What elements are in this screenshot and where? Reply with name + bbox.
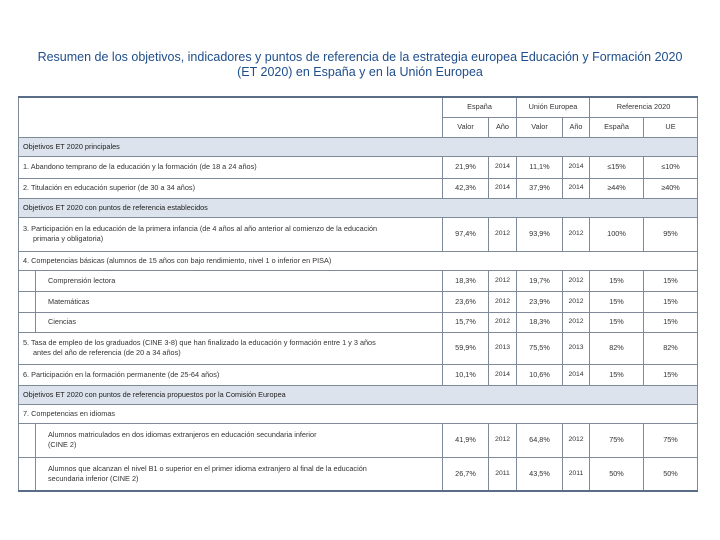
ue-year: 2014 [563, 156, 590, 178]
ref-ue: 95% [644, 217, 698, 251]
ref-es: 15% [590, 291, 644, 312]
ue-value: 93,9% [517, 217, 563, 251]
group-row [19, 251, 698, 270]
ref-es: 82% [590, 332, 644, 364]
ref-ue: 15% [644, 312, 698, 332]
indicator-label [36, 457, 443, 491]
table-row [19, 332, 698, 364]
ref-es: 75% [590, 423, 644, 457]
es-value: 26,7% [443, 457, 489, 491]
header-es-valor: Valor [443, 117, 489, 137]
indicator-label [36, 423, 443, 457]
header-ue-anio: Año [563, 117, 590, 137]
es-value: 97,4% [443, 217, 489, 251]
es-value: 21,9% [443, 156, 489, 178]
es-value: 41,9% [443, 423, 489, 457]
header-espana: España [443, 97, 517, 117]
ue-year: 2013 [563, 332, 590, 364]
ref-es: 100% [590, 217, 644, 251]
ue-year: 2012 [563, 270, 590, 291]
ref-es: 15% [590, 312, 644, 332]
indicator-label [19, 332, 443, 364]
ue-year: 2012 [563, 291, 590, 312]
ref-ue: 15% [644, 364, 698, 385]
ref-es: ≥44% [590, 178, 644, 198]
indent-cell [19, 457, 36, 491]
es-value: 59,9% [443, 332, 489, 364]
indicator-label-line-2: secundaria inferior (CINE 2) [48, 473, 139, 483]
ue-year: 2014 [563, 178, 590, 198]
ref-es: 15% [590, 364, 644, 385]
table-row [19, 312, 698, 332]
header-referencia-2020: Referencia 2020 [590, 97, 698, 117]
es-year: 2012 [489, 312, 517, 332]
group-row [19, 404, 698, 423]
ue-year: 2011 [563, 457, 590, 491]
table-row [19, 291, 698, 312]
section-label: Objetivos ET 2020 principales [19, 137, 698, 156]
ref-ue: ≥40% [644, 178, 698, 198]
ue-value: 10,6% [517, 364, 563, 385]
indicator-label [19, 217, 443, 251]
ref-es: 15% [590, 270, 644, 291]
es-value: 15,7% [443, 312, 489, 332]
ref-ue: 15% [644, 291, 698, 312]
ref-es: 50% [590, 457, 644, 491]
es-value: 10,1% [443, 364, 489, 385]
indicator-label: 2. Titulación en educación superior (de 30 a 34 años) [19, 178, 443, 198]
et2020-table [18, 96, 698, 492]
ue-value: 18,3% [517, 312, 563, 332]
es-year: 2012 [489, 270, 517, 291]
indicator-label: 6. Participación en la formación permanente (de 25-64 años) [19, 364, 443, 385]
indicator-label-line-1: 3. Participación en la educación de la primera infancia (de 4 años al año anterior al comienzo de la educación [23, 224, 378, 233]
ue-year: 2012 [563, 217, 590, 251]
section-row [19, 137, 698, 156]
section-label: Objetivos ET 2020 con puntos de referencia propuestos por la Comisión Europea [19, 385, 698, 404]
es-year: 2011 [489, 457, 517, 491]
ref-ue: 82% [644, 332, 698, 364]
table-row [19, 364, 698, 385]
indicator-label: Ciencias [36, 312, 443, 332]
es-year: 2012 [489, 217, 517, 251]
es-year: 2014 [489, 178, 517, 198]
ue-value: 43,5% [517, 457, 563, 491]
ue-value: 11,1% [517, 156, 563, 178]
table-row [19, 217, 698, 251]
header-ref-espana: España [590, 117, 644, 137]
header-blank [19, 97, 443, 137]
ue-value: 37,9% [517, 178, 563, 198]
header-ue-valor: Valor [517, 117, 563, 137]
ref-ue: ≤10% [644, 156, 698, 178]
table-row [19, 423, 698, 457]
indicator-label-line-1: Alumnos que alcanzan el nivel B1 o superior en el primer idioma extranjero al final de la educación [48, 463, 367, 473]
indicator-label-line-2: (CINE 2) [48, 440, 77, 449]
indicator-label-line-2: antes del año de referencia (de 20 a 34 años) [33, 348, 181, 357]
es-value: 42,3% [443, 178, 489, 198]
ref-ue: 15% [644, 270, 698, 291]
indent-cell [19, 270, 36, 291]
indicator-label-line-2: primaria y obligatoria) [33, 234, 104, 243]
section-row [19, 385, 698, 404]
indent-cell [19, 423, 36, 457]
title-line-2: (ET 2020) en España y en la Unión Europea [237, 65, 483, 79]
indent-cell [19, 291, 36, 312]
section-row [19, 198, 698, 217]
ue-value: 75,5% [517, 332, 563, 364]
indicator-label: Comprensión lectora [36, 270, 443, 291]
es-year: 2013 [489, 332, 517, 364]
ue-value: 19,7% [517, 270, 563, 291]
es-year: 2014 [489, 364, 517, 385]
es-value: 23,6% [443, 291, 489, 312]
es-year: 2014 [489, 156, 517, 178]
table-row [19, 156, 698, 178]
table-title [20, 50, 700, 80]
es-value: 18,3% [443, 270, 489, 291]
es-year: 2012 [489, 423, 517, 457]
ue-year: 2014 [563, 364, 590, 385]
header-ref-ue: UE [644, 117, 698, 137]
title-line-1: Resumen de los objetivos, indicadores y puntos de referencia de la estrategia europea Educación y Formación 2020 [37, 50, 683, 64]
indicator-label: Matemáticas [36, 291, 443, 312]
ue-year: 2012 [563, 423, 590, 457]
indicator-label-line-1: 5. Tasa de empleo de los graduados (CINE 3-8) que han finalizado la educación y formación entre 1 y 3 años [23, 338, 376, 347]
es-year: 2012 [489, 291, 517, 312]
section-label: Objetivos ET 2020 con puntos de referencia establecidos [19, 198, 698, 217]
ref-ue: 50% [644, 457, 698, 491]
table-row [19, 178, 698, 198]
table-row [19, 270, 698, 291]
group-label: 7. Competencias en idiomas [19, 404, 698, 423]
header-es-anio: Año [489, 117, 517, 137]
ref-es: ≤15% [590, 156, 644, 178]
ue-value: 64,8% [517, 423, 563, 457]
indicator-label-line-1: Alumnos matriculados en dos idiomas extranjeros en educación secundaria inferior [48, 430, 317, 439]
ue-value: 23,9% [517, 291, 563, 312]
indicator-label: 1. Abandono temprano de la educación y la formación (de 18 a 24 años) [19, 156, 443, 178]
ref-ue: 75% [644, 423, 698, 457]
header-union-europea: Unión Europea [517, 97, 590, 117]
table-row [19, 457, 698, 491]
indent-cell [19, 312, 36, 332]
group-label: 4. Competencias básicas (alumnos de 15 años con bajo rendimiento, nivel 1 o inferior en PISA) [19, 251, 698, 270]
header-row-groups [19, 97, 698, 117]
ue-year: 2012 [563, 312, 590, 332]
